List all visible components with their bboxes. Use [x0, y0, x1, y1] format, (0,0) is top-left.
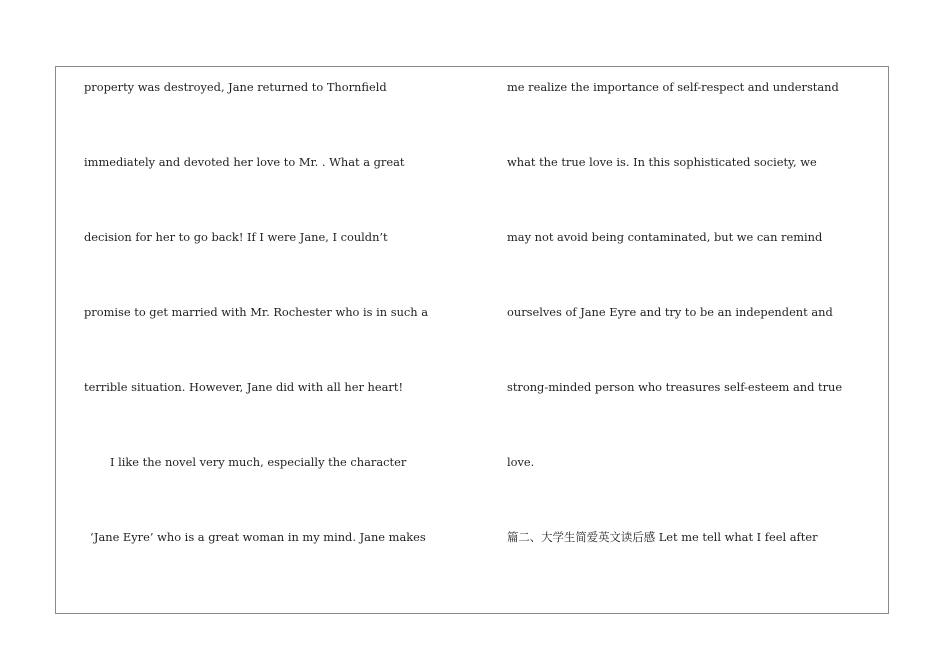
paragraph-start-line: I like the novel very much, especially the character: [110, 455, 407, 469]
text-line: me realize the importance of self-respect and understand: [507, 80, 839, 94]
text-line: may not avoid being contaminated, but we can remind: [507, 230, 823, 244]
text-line: terrible situation. However, Jane did with all her heart!: [84, 380, 404, 394]
text-line: ourselves of Jane Eyre and try to be an independent and: [507, 305, 833, 319]
text-line: strong-minded person who treasures self-esteem and true: [507, 380, 843, 394]
section-heading-line: 篇二、大学生简爱英文读后感 Let me tell what I feel after: [507, 530, 818, 544]
text-line: immediately and devoted her love to Mr. . What a great: [84, 155, 405, 169]
text-line: love.: [507, 455, 535, 469]
text-line: property was destroyed, Jane returned to Thornfield: [84, 80, 387, 94]
text-line: promise to get married with Mr. Rochester who is in such a: [84, 305, 429, 319]
text-line: ‘Jane Eyre’ who is a great woman in my mind. Jane makes: [90, 530, 426, 544]
text-line: decision for her to go back! If I were Jane, I couldn’t: [84, 230, 388, 244]
text-line: what the true love is. In this sophisticated society, we: [507, 155, 817, 169]
